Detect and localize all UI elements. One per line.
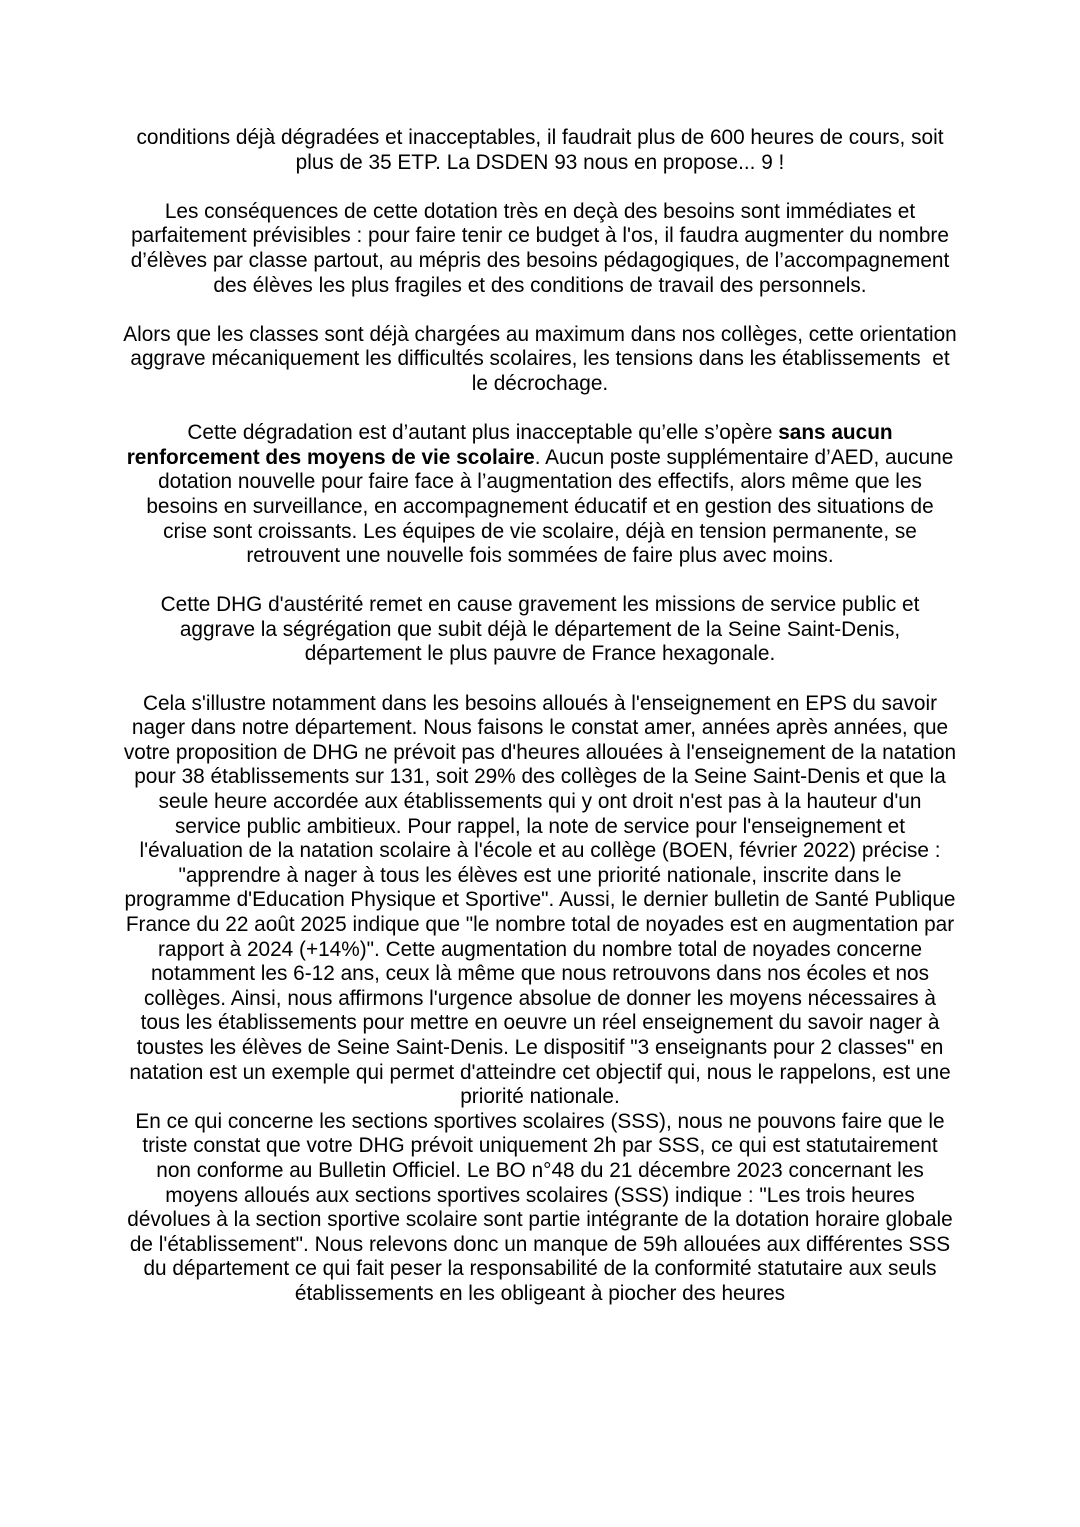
text-run: En ce qui concerne les sections sportives scolaires (SSS), nous ne pouvons faire que le triste constat que votre DHG prévoit uniquement 2h par SSS, ce qui est statutairement non conforme au Bulletin Officiel. Le BO n°48 du 21 décembre 2023 concernant les moyens alloués aux sections sportives scolaires (SSS) indique : "Les trois heures dévolues à la section sportive scolaire sont partie intégrante de la dotation horaire globale de l'établissement". Nous relevons donc un manque de 59h allouées aux différentes SSS du département ce qui fait peser la responsabilité de la conformité statutaire aux seuls établissements en les obligeant à piocher des heures (127, 1109, 959, 1305)
paragraph-eps-savoir-nager (123, 691, 962, 1110)
bold-text-run: sans aucun renforcement des moyens de vie scolaire (126, 421, 899, 469)
text-run: conditions déjà dégradées et inacceptables, il faudrait plus de 600 heures de cours, soit plus de 35 ETP. La DSDEN 93 nous en propose... 9 ! (136, 126, 950, 174)
paragraph-etp-dsden (123, 126, 957, 175)
text-run: Cette DHG d'austérité remet en cause gravement les missions de service public et aggrave la ségrégation que subit déjà le département de la Seine Saint-Denis, département le plus pauvre de France hexagonale. (160, 593, 926, 666)
paragraph-sections-sportives (123, 1110, 957, 1307)
text-run: . Aucun poste supplémentaire d’AED, aucune dotation nouvelle pour faire face à l’augmentation des effectifs, alors même que les besoins en surveillance, en accompagnement éducatif et en gestion des situations de crise sont croissants. Les équipes de vie scolaire, déjà en tension permanente, se retrouvent une nouvelle fois sommées de faire plus avec moins. (146, 445, 960, 568)
paragraph-dhg-austerite (123, 593, 957, 667)
document-body (123, 126, 963, 1307)
text-run: Cela s'illustre notamment dans les besoins alloués à l'enseignement en EPS du savoir nager dans notre département. Nous faisons le constat amer, années après années, que votre proposition de DHG ne prévoit pas d'heures allouées à l'enseignement de la natation pour 38 établissements sur 131, soit 29% des collèges de la Seine Saint-Denis et que la seule heure accordée aux établissements qui y ont droit n'est pas à la hauteur d'un service public ambitieux. Pour rappel, la note de service pour l'enseignement et l'évaluation de la natation scolaire à l'école et au collège (BOEN, février 2022) précise : "apprendre à nager à tous les élèves est une priorité nationale, inscrite dans le programme d'Education Physique et Sportive". Aussi, le dernier bulletin de Santé Publique France du 22 août 2025 indique que "le nombre total de noyades est en augmentation par rapport à 2024 (+14%)". Cette augmentation du nombre total de noyades concerne notamment les 6-12 ans, ceux là même que nous retrouvons dans nos écoles et nos collèges. Ainsi, nous affirmons l'urgence absolue de donner les moyens nécessaires à tous les établissements pour mettre en oeuvre un réel enseignement du savoir nager à toustes les élèves de Seine Saint-Denis. Le dispositif "3 enseignants pour 2 classes" en natation est un exemple qui permet d'atteindre cet objectif qui, nous le rappelons, est une priorité nationale. (123, 691, 962, 1109)
paragraph-consequences-dotation (123, 200, 957, 298)
paragraph-vie-scolaire (123, 421, 960, 569)
text-run: Alors que les classes sont déjà chargées au maximum dans nos collèges, cette orientation aggrave mécaniquement les difficultés scolaires, les tensions dans les établissements et le décrochage. (123, 322, 963, 395)
text-run: Cette dégradation est d’autant plus inacceptable qu’elle s’opère (187, 421, 779, 445)
paragraph-classes-chargees (123, 322, 963, 397)
text-run: Les conséquences de cette dotation très en deçà des besoins sont immédiates et parfaitement prévisibles : pour faire tenir ce budget à l'os, il faudra augmenter du nombre d’élèves par classe partout, au mépris des besoins pédagogiques, de l’accompagnement des élèves les plus fragiles et des conditions de travail des personnels. (130, 199, 956, 297)
